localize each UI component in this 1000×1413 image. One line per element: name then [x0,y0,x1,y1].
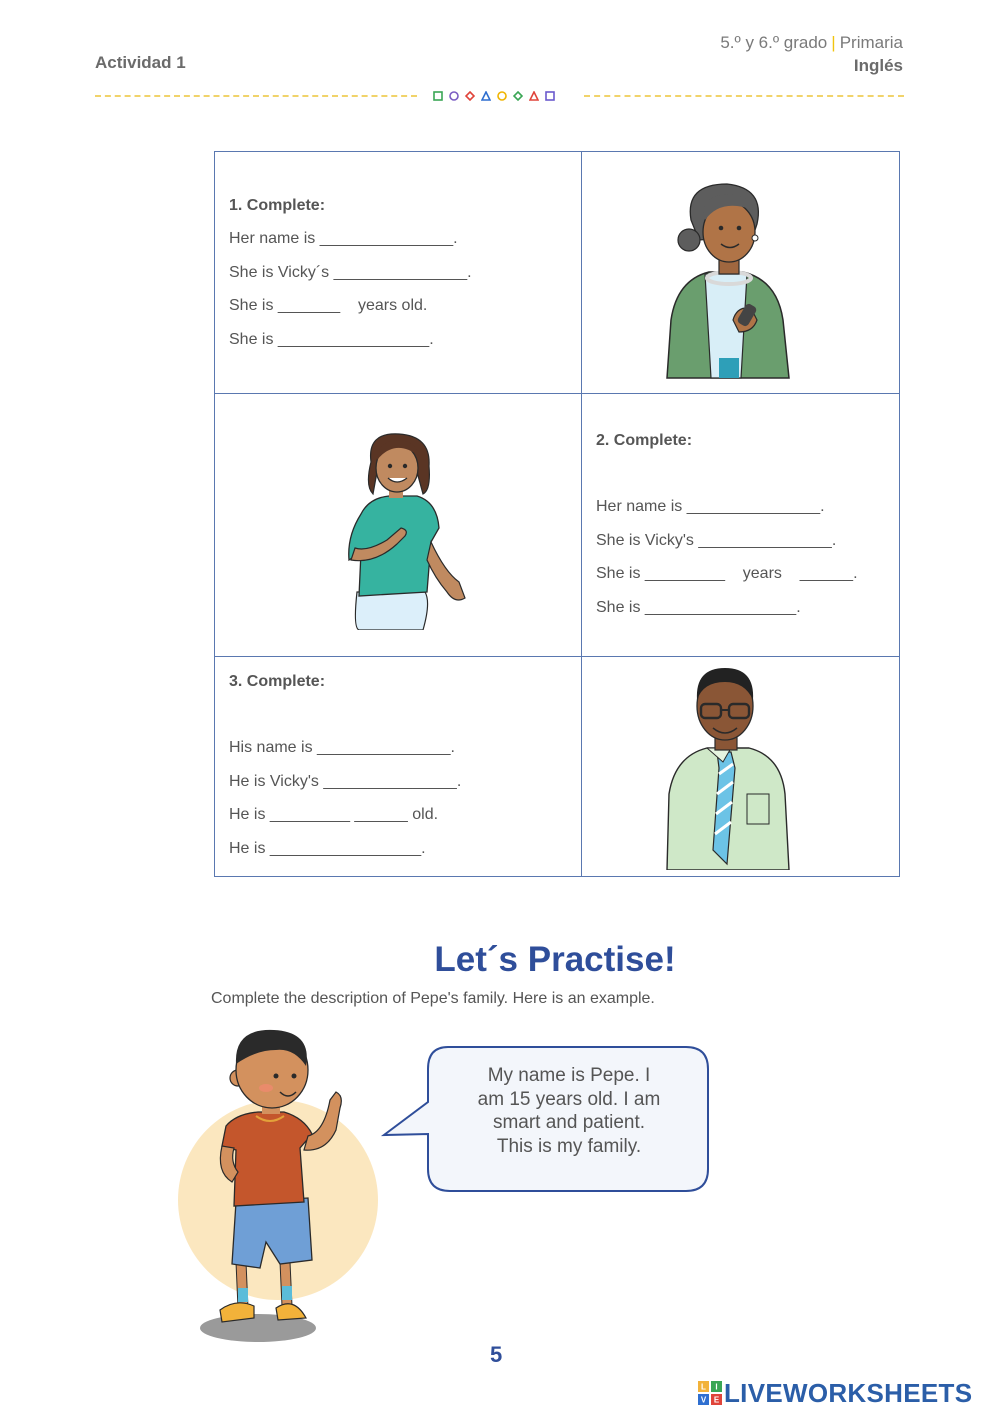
activity-label: Actividad 1 [95,53,186,72]
exercise-2 [596,432,858,632]
diamond-red-icon [465,91,475,101]
exercise-2-line: She is _________________. [596,599,801,617]
liveworksheets-logo [698,1378,972,1408]
triangle-blue-icon [481,91,491,101]
svg-text:E: E [713,1395,720,1405]
grid-divider-row2 [215,656,899,657]
svg-text:V: V [700,1395,707,1405]
header-divider-right [584,95,904,97]
exercise-3-line: He is _________ ______ old. [229,806,439,824]
svg-text:I: I [715,1382,718,1392]
course-info [720,31,903,77]
bubble-line: My name is Pepe. I [487,1065,651,1086]
exercise-2-title: 2. Complete: [596,432,693,449]
diamond-green-icon [513,91,523,101]
header-divider-left [95,95,417,97]
exercise-grid [214,151,900,877]
subject-label: Inglés [853,56,903,75]
circle-purple-icon [449,91,459,101]
grade-label: 5.º y 6.º grado [720,33,828,52]
circle-yellow-icon [497,91,507,101]
speech-bubble-text [440,1064,698,1158]
exercise-1-line: She is _________________. [229,331,434,349]
level-label: Primaria [839,33,903,52]
bubble-line: This is my family. [496,1135,642,1157]
square-purple-icon [545,91,555,101]
triangle-red-icon [529,91,539,101]
page-number: 5 [490,1342,503,1367]
exercise-3-line: He is Vicky's _______________. [229,772,462,790]
square-green-icon [433,91,443,101]
svg-text:L: L [701,1382,706,1392]
exercise-1 [229,197,472,364]
practise-title: Let´s Practise! [434,940,676,979]
exercise-2-line: She is _________ years ______. [596,565,858,583]
father-illustration [661,664,791,870]
exercise-1-line: She is Vicky´s _______________. [229,263,472,281]
grandmother-illustration [661,180,791,380]
bubble-line: am 15 years old. I am [477,1088,661,1110]
exercise-1-title: 1. Complete: [229,197,326,214]
exercise-3-line: His name is _______________. [229,739,455,756]
practise-instruction: Complete the description of Pepe's family. Here is an example. [211,990,655,1007]
pepe-illustration [176,1022,381,1348]
grid-divider-vertical [581,152,582,876]
exercise-3-line: He is _________________. [229,840,426,858]
exercise-2-line: Her name is _______________. [596,498,825,515]
liveworksheets-wordmark: LIVEWORKSHEETS [724,1377,973,1408]
decorative-shapes [433,90,555,102]
exercise-1-line: Her name is _______________. [229,230,458,247]
liveworksheets-badge-icon [698,1381,722,1405]
separator: | [831,33,836,52]
grid-divider-row1 [215,393,899,394]
exercise-3-title: 3. Complete: [229,673,326,690]
exercise-3 [229,673,461,873]
girl-illustration [347,432,469,630]
exercise-1-line: She is _______ years old. [229,297,428,315]
bubble-line: smart and patient. [492,1112,646,1133]
exercise-2-line: She is Vicky's _______________. [596,531,837,549]
